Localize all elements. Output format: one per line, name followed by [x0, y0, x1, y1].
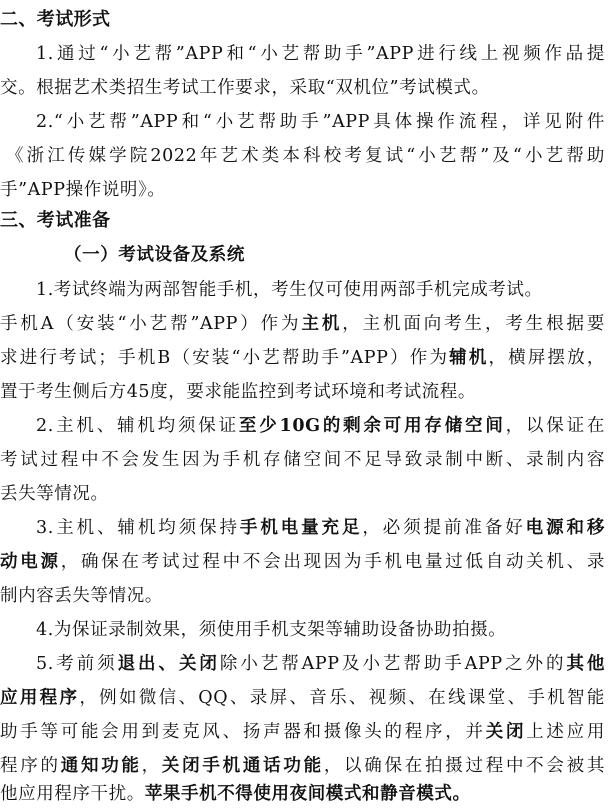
- paragraph-line: 5.考前须退出、关闭除小艺帮APP及小艺帮助手APP之外的其他: [36, 654, 605, 674]
- emphasis-close: 关闭: [485, 722, 527, 742]
- paragraph-line: 置于考生侧后方45度，要求能监控到考试环境和考试流程。: [0, 382, 476, 402]
- emphasis-other: 其他: [566, 654, 605, 674]
- paragraph-line: 程序的通知功能，关闭手机通话功能，以确保在拍摄过程中不会被其: [0, 756, 605, 776]
- emphasis-iphone-modes: 苹果手机不得使用夜间模式和静音模式。: [144, 784, 471, 804]
- paragraph-line: 《浙江传媒学院2022年艺术类本科校考复试“小艺帮”及“小艺帮助: [6, 146, 605, 166]
- paragraph-line: 1.考试终端为两部智能手机，考生仅可使用两部手机完成考试。: [36, 280, 543, 300]
- emphasis-main-device: 主机: [301, 314, 343, 334]
- paragraph-line: 手”APP操作说明》。: [0, 180, 166, 200]
- paragraph-line: 2.“小艺帮”APP和“小艺帮助手”APP具体操作流程，详见附件: [36, 112, 605, 132]
- paragraph-line: 他应用程序干扰。苹果手机不得使用夜间模式和静音模式。: [0, 784, 471, 804]
- paragraph-line: 动电源，确保在考试过程中不会出现因为手机电量过低自动关机、录: [0, 552, 605, 572]
- paragraph-line: 丢失等情况。: [0, 484, 109, 504]
- emphasis-quit-close: 退出、关闭: [117, 654, 220, 674]
- paragraph-line: 应用程序，例如微信、QQ、录屏、音乐、视频、在线课堂、手机智能: [0, 688, 605, 708]
- paragraph-line: 4.为保证录制效果，须使用手机支架等辅助设备协助拍摄。: [36, 620, 507, 640]
- emphasis-storage: 至少10G的剩余可用存储空间: [238, 416, 506, 436]
- paragraph-line: 交。根据艺术类招生考试工作要求，采取“双机位”考试模式。: [0, 78, 490, 98]
- subsection-heading-devices: （一）考试设备及系统: [64, 245, 245, 265]
- section-heading-exam-format: 二、考试形式: [0, 9, 111, 30]
- paragraph-line: 求进行考试；手机B（安装“小艺帮助手”APP）作为辅机，横屏摆放，: [0, 348, 605, 368]
- paragraph-line: 1.通过“小艺帮”APP和“小艺帮助手”APP进行线上视频作品提: [36, 44, 605, 64]
- paragraph-line: 考试过程中不会发生因为手机存储空间不足导致录制中断、录制内容: [0, 450, 605, 470]
- emphasis-power: 电源和移: [525, 518, 605, 538]
- emphasis-battery: 手机电量充足: [239, 518, 363, 538]
- emphasis-aux-device: 辅机: [449, 348, 489, 368]
- section-heading-exam-preparation: 三、考试准备: [0, 210, 111, 231]
- emphasis-apps: 应用程序: [0, 688, 80, 708]
- paragraph-line: 2.主机、辅机均须保证至少10G的剩余可用存储空间，以保证在: [36, 416, 606, 436]
- paragraph-line: 3.主机、辅机均须保持手机电量充足，必须提前准备好电源和移: [36, 518, 605, 538]
- paragraph-line: 手机A（安装“小艺帮”APP）作为主机，主机面向考生，考生根据要: [0, 314, 605, 334]
- paragraph-line: 助手等可能会用到麦克风、扬声器和摄像头的程序，并关闭上述应用: [0, 722, 605, 742]
- emphasis-calls: 关闭手机通话功能: [161, 756, 324, 776]
- emphasis-notifications: 通知功能: [60, 756, 142, 776]
- emphasis-power-cont: 动电源: [0, 552, 61, 572]
- paragraph-line: 制内容丢失等情况。: [0, 586, 163, 606]
